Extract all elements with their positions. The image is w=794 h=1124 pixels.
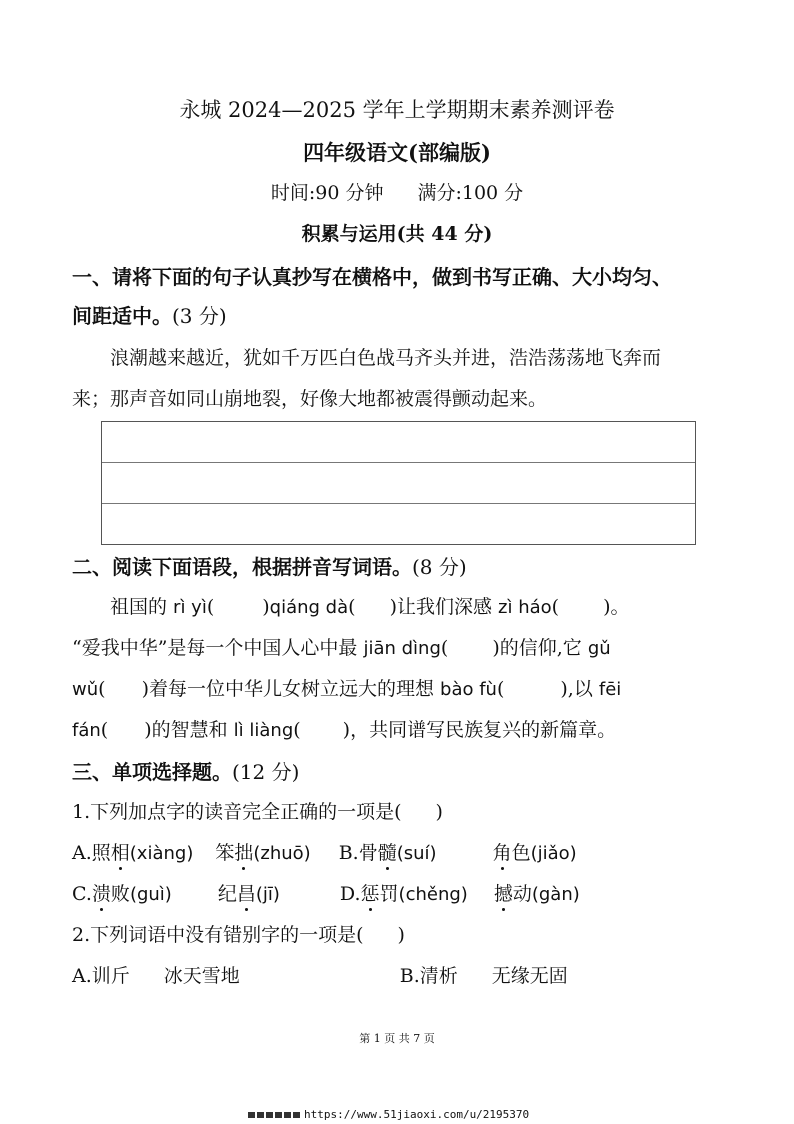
part-heading: 积累与运用(共 44 分) [301,223,493,245]
q3-item2: 2.下列词语中没有错别字的一项是( ) [72,924,405,946]
copy-grid[interactable] [101,421,696,545]
option-c-word2: 纪昌(jī) [217,883,280,905]
pinyin: gǔ [587,638,611,659]
page-number: 第 1 页 共 7 页 [359,1032,435,1045]
q3-score: (12 分) [232,760,300,784]
pinyin: zì háo [498,597,552,618]
option-d-word2: 撼动(gàn) [493,883,580,905]
q1-heading-line2: 间距适中。(3 分) [72,304,227,328]
full-score: 满分:100 分 [417,182,524,204]
copy-row[interactable] [102,504,695,544]
option-c[interactable]: C.溃败(guì) [72,883,172,905]
q1-heading-line1: 一、请将下面的句子认真抄写在横格中，做到书写正确、大小均匀、 [72,265,672,289]
exam-meta [0,178,794,205]
q2-line1: 祖国的 rì yì( )qiáng dà( )让我们深感 zì háo( )。 [110,596,630,618]
exam-subtitle: 四年级语文(部编版) [303,140,491,165]
q1-score: (3 分) [172,304,227,328]
pinyin: wǔ [72,679,99,700]
source-watermark [248,1108,529,1121]
q3-item1: 1.下列加点字的读音完全正确的一项是( ) [72,801,443,823]
option-d[interactable]: D.惩罚(chěng) [339,883,468,905]
q2-line4: fán( )的智慧和 lì liàng( )，共同谱写民族复兴的新篇章。 [72,719,617,741]
exam-title: 永城 2024—2025 学年上学期期末素养测评卷 [179,98,615,122]
q2-line3: wǔ( )着每一位中华儿女树立远大的理想 bào fù( ),以 fēi [72,678,622,700]
option-a-word2: 笨拙(zhuō) [215,842,311,864]
q3-item1-options-ab [72,838,577,865]
option-b[interactable]: B.骨髓(suí) [338,842,437,864]
option-b[interactable]: B.清析 [399,965,458,987]
watermark-url[interactable]: https://www.51jiaoxi.com/u/2195370 [304,1108,530,1121]
pinyin: fán [72,720,101,741]
q3-item1-options-cd [72,879,580,906]
copy-row[interactable] [102,422,695,463]
q2-line2: “爱我中华”是每一个中国人心中最 jiān dìng( )的信仰,它 gǔ [72,637,611,659]
time-limit: 时间:90 分钟 [270,182,384,204]
pinyin: rì yì [173,597,207,618]
option-a-word2: 冰天雪地 [163,965,240,987]
pinyin: lì liàng [233,720,294,741]
q1-text-line1: 浪潮越来越近，犹如千万匹白色战马齐头并进，浩浩荡荡地飞奔而 [110,347,662,369]
option-b-word2: 角色(jiǎo) [492,842,577,864]
pinyin: jiān dìng [363,638,441,659]
option-a[interactable]: A.照相(xiàng) [72,842,194,864]
pinyin: bào fù [440,679,497,700]
q2-heading: 二、阅读下面语段，根据拼音写词语。(8 分) [72,555,467,579]
watermark-logo-icon [248,1112,300,1118]
copy-row[interactable] [102,463,695,504]
q1-text-line2: 来；那声音如同山崩地裂，好像大地都被震得颤动起来。 [72,388,548,410]
q3-item2-options [72,961,568,988]
pinyin: qiáng dà [269,597,349,618]
pinyin: fēi [598,679,622,700]
q3-heading: 三、单项选择题。(12 分) [72,760,300,784]
option-b-word2: 无缘无固 [491,965,568,987]
q2-score: (8 分) [412,555,467,579]
option-a[interactable]: A.训斤 [72,965,130,987]
